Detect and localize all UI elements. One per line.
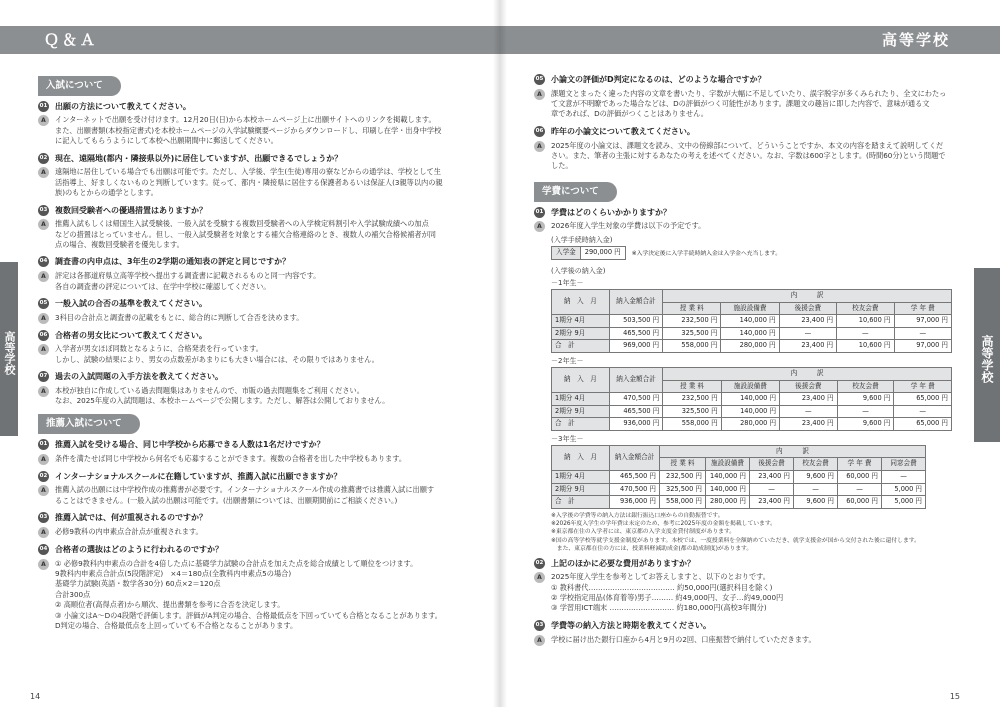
question-text: 合格者の男女比について教えてください。	[55, 330, 207, 340]
answer-line: 評定は各都道府県立高等学校へ提出する調査書に記載されるものと同一内容です。	[55, 271, 321, 281]
table-cell: —	[794, 483, 838, 496]
table-cell: 9,600 円	[837, 418, 894, 431]
col-header-period: 納 入 月	[552, 290, 610, 315]
question-number-badge: 06	[38, 330, 49, 341]
year3-fee-table	[551, 445, 926, 509]
table-cell: 65,000 円	[894, 418, 952, 431]
answer-text	[55, 219, 483, 250]
table-cell: 558,000 円	[663, 340, 721, 353]
fee-note-line: ※東京都在住の入学者には、東京都の入学支度金貸付制度があります。	[551, 529, 736, 536]
answer-line: さい。また、筆者の主張に対するあなたの考えを述べてください。なお、字数は600字とします。(時間60分)という問題で	[551, 150, 946, 160]
answer-line: 9教科内申素点合計点(5段階評定) ×4＝180点(全教科内申素点5の場合)	[55, 568, 292, 578]
table-cell: 280,000 円	[706, 496, 750, 509]
answer-line: 本校が独自に作成している過去問題集はありませんので、市販の過去問題集をご利用ください。	[55, 385, 364, 395]
table-row	[552, 470, 926, 483]
answer-line: ② 学校指定用品(体育着等)男子……… 約49,000円、女子…約49,000円	[551, 593, 784, 603]
answer-line: 推薦入試もしくは帰国生入試受験後、一般入試を受験する複数回受験者への入学検定料割引や入学試験成績への加点	[55, 219, 429, 229]
answer-text	[55, 344, 483, 365]
table-cell: 503,500 円	[609, 315, 662, 328]
answer-line: 遠隔地に居住している場合でも出願は可能です。ただし、入学後、学生(生徒)専用の寮などからの通学は、学校として生	[55, 167, 441, 177]
answer-badge: A	[38, 454, 49, 465]
answer-line: ② 高順位者(高得点者)から順次、提出書類を参考に合否を決定します。	[55, 600, 285, 610]
answer-badge: A	[38, 115, 49, 126]
table-row	[552, 340, 952, 353]
fee-note-line: また、東京都在住の方には、授業料軽減助成金(都の助成制度)があります。	[551, 546, 753, 553]
question-text: 学費はどのくらいかかりますか？	[551, 207, 671, 217]
answer-line: 推薦入試の出願には中学校作成の推薦書が必要です。インターナショナルスクール作成の推薦書では推薦入試に出願す	[55, 485, 435, 495]
page-number-left: 14	[30, 692, 41, 701]
table-cell: 60,000 円	[838, 470, 882, 483]
qa-item	[534, 558, 952, 614]
year1-label: －1年生－	[551, 279, 584, 287]
answer-text	[55, 559, 483, 632]
question-number-badge: 03	[38, 205, 49, 216]
answer-line: 3科目の合計点と調査書の記載をもとに、総合的に判断して合否を決めます。	[55, 312, 304, 322]
table-cell: 936,000 円	[609, 418, 663, 431]
table-cell: 合 計	[552, 496, 610, 509]
table-row	[552, 327, 952, 340]
answer-text	[55, 313, 483, 323]
table-row	[552, 405, 952, 418]
answer-badge: A	[38, 219, 49, 230]
table-row	[552, 418, 952, 431]
answer-line: 条件を満たせば同じ中学校から何名でも応募することができます。複数の合格者を出した中学校もあります。	[55, 453, 407, 463]
col-header-facility: 施設設備費	[721, 380, 779, 393]
table-cell: 97,000 円	[894, 315, 951, 328]
question-text: 学費等の納入方法と時期を教えてください。	[551, 620, 711, 630]
table-cell: 558,000 円	[663, 418, 721, 431]
question-text: 推薦入試を受ける場合、同じ中学校から応募できる人数は1名だけですか？	[55, 440, 325, 450]
table-cell: 465,500 円	[609, 405, 663, 418]
table-cell: —	[780, 405, 838, 418]
fee-qa-list	[534, 558, 952, 646]
table-cell: 合 計	[552, 340, 610, 353]
entrance-fee-table	[551, 246, 626, 260]
col-header-annual: 学 年 費	[894, 302, 951, 315]
qa-item	[38, 439, 483, 465]
table-cell: —	[882, 470, 926, 483]
table-cell: 1期分 4月	[552, 315, 610, 328]
table-cell: —	[750, 483, 794, 496]
col-header-support: 後援会費	[779, 302, 836, 315]
answer-line: 基礎学力試験(英語・数学各30分) 60点×2＝120点	[55, 579, 221, 589]
question-text: 現在、遠隔地(都内・隣接県以外)に居住していますが、出願できるでしょうか？	[55, 153, 343, 163]
table-cell: 9,600 円	[794, 496, 838, 509]
qa-item	[38, 471, 483, 506]
table-cell: —	[838, 483, 882, 496]
question-number-badge: 05	[38, 298, 49, 309]
answer-line: ③ 小論文はA～Dの4段階で評価します。評価がA判定の場合、合格最低点を下回っていても合格となることがあります。	[55, 610, 442, 620]
essay-qa-list	[534, 74, 952, 172]
answer-line: 合計300点	[55, 589, 91, 599]
col-header-period: 納 入 月	[552, 445, 610, 470]
fee-note-line: ※国の高等学校等就学支援金制度があります。本校では、一度授業料を全額納めていただき、就学支援金が国から交付された後に還付します。	[551, 537, 920, 544]
qa-item	[38, 101, 483, 147]
question-number-badge: 02	[534, 558, 545, 569]
table-cell: 140,000 円	[706, 483, 750, 496]
question-number-badge: 05	[534, 74, 545, 85]
col-header-support: 後援会費	[750, 458, 794, 471]
year2-label: －2年生－	[551, 356, 584, 365]
table-cell: 140,000 円	[721, 327, 779, 340]
table-cell: 97,000 円	[894, 340, 951, 353]
left-side-tab: 高等学校	[0, 262, 18, 436]
table-cell: —	[837, 327, 894, 340]
col-header-total: 納入金額合計	[609, 368, 663, 393]
table-cell: 5,000 円	[882, 496, 926, 509]
qa-item	[38, 330, 483, 365]
year3-label: －3年生－	[551, 434, 584, 443]
col-header-facility: 施設設備費	[721, 302, 779, 315]
section-title-recommendation: 推薦入試について	[38, 414, 140, 434]
question-text: インターナショナルスクールに在籍していますが、推薦入試に出願できますか？	[55, 471, 342, 481]
table-cell: 合 計	[552, 418, 610, 431]
section-title-fees: 学費について	[534, 182, 617, 202]
answer-line: 課題文とまったく違った内容の文章を書いたり、字数が大幅に不足していたり、誤字脱字が多くみられたり、全文にわたっ	[551, 88, 947, 98]
answer-line: ③ 学習用ICT端末 ……………………… 約180,000円(高校3年間分)	[551, 603, 767, 613]
qa-item	[38, 371, 483, 406]
right-side-tab: 高等学校	[974, 268, 1000, 442]
answer-line: インターネットで出願を受け付けます。12月20日(日)から本校ホームページ上に出願サイトへのリンクを掲載します。	[55, 115, 436, 125]
entrance-fee-item: 入学金	[552, 247, 581, 260]
qa-item	[38, 544, 483, 632]
table-cell: —	[894, 405, 952, 418]
question-number-badge: 04	[38, 256, 49, 267]
col-header-breakdown: 内 訳	[663, 290, 952, 303]
answer-badge: A	[534, 635, 545, 646]
table-cell: 140,000 円	[706, 470, 750, 483]
recommendation-qa-list	[38, 439, 483, 631]
answer-line: 入学者が男女ほぼ同数となるように、合格発表を行っています。	[55, 344, 263, 354]
answer-text	[551, 141, 952, 172]
table-cell: 23,400 円	[750, 470, 794, 483]
qa-item	[38, 298, 483, 324]
fee-tables	[534, 235, 952, 553]
answer-badge: A	[534, 141, 545, 152]
table-cell: 60,000 円	[838, 496, 882, 509]
answer-line: て文意が不明瞭であった場合などは、Dの評価がつく可能性があります。課題文の趣旨に即した内容で、意味が通る文	[551, 99, 930, 109]
page-number-right: 15	[949, 692, 960, 701]
table-cell: 9,600 円	[794, 470, 838, 483]
answer-text	[55, 167, 483, 198]
question-number-badge: 01	[38, 439, 49, 450]
qa-item	[38, 256, 483, 291]
table-cell: 470,500 円	[609, 393, 663, 406]
col-header-annual: 学 年 費	[894, 380, 952, 393]
after-fee-label: (入学後の納入金)	[551, 266, 606, 275]
fee-note-line: ※入学後の学費等の納入方法は銀行振込口座からの自動振替です。	[551, 512, 724, 519]
year1-fee-table	[551, 289, 952, 353]
answer-line: D判定の場合、合格最低点を上回っていても不合格となることがあります。	[55, 621, 298, 631]
answer-text	[551, 635, 952, 645]
answer-badge: A	[38, 527, 49, 538]
table-cell: 23,400 円	[750, 496, 794, 509]
answer-text: 2026年度入学生対象の学費は以下の予定です。	[551, 221, 706, 231]
table-cell: 936,000 円	[610, 496, 660, 509]
answer-text	[55, 386, 483, 407]
qa-item	[38, 205, 483, 251]
col-header-tuition: 授 業 料	[663, 302, 721, 315]
table-cell: 280,000 円	[721, 418, 779, 431]
table-cell: 325,500 円	[663, 405, 721, 418]
question-text: 複数回受験者への優遇措置はありますか？	[55, 205, 207, 215]
right-header: 高等学校	[500, 26, 1000, 54]
qa-item	[534, 74, 952, 120]
question-number-badge: 06	[534, 126, 545, 137]
table-cell: 232,500 円	[663, 315, 721, 328]
table-row	[552, 496, 926, 509]
table-row	[552, 315, 952, 328]
table-cell: 9,600 円	[837, 393, 894, 406]
answer-badge: A	[38, 313, 49, 324]
answer-line: ることはできません。(一般入試の出願は可能です。(出願書類については、出願期間前にご相談ください。)	[55, 495, 398, 505]
qa-item	[38, 512, 483, 538]
table-cell: 23,400 円	[780, 393, 838, 406]
answer-text	[55, 527, 483, 537]
table-cell: —	[837, 405, 894, 418]
col-header-breakdown: 内 訳	[660, 445, 926, 458]
answer-line: した。	[551, 161, 573, 171]
table-cell: 232,500 円	[663, 393, 721, 406]
right-content	[534, 74, 952, 652]
answer-badge: A	[534, 89, 545, 100]
answer-badge: A	[38, 167, 49, 178]
question-number-badge: 02	[38, 471, 49, 482]
col-header-friends: 校友会費	[794, 458, 838, 471]
question-text: 調査書の内申点は、3年生の2学期の通知表の評定と同じですか？	[55, 257, 291, 267]
answer-text	[55, 115, 483, 146]
table-cell: 325,500 円	[660, 483, 706, 496]
question-number-badge: 02	[38, 153, 49, 164]
table-cell: 5,000 円	[882, 483, 926, 496]
table-cell: —	[779, 327, 836, 340]
table-cell: 470,500 円	[610, 483, 660, 496]
question-number-badge: 03	[534, 620, 545, 631]
gutter-shadow	[493, 0, 507, 707]
admission-qa-list	[38, 101, 483, 407]
answer-line: 点の場合、複数回受験者を優先します。	[55, 240, 184, 250]
question-text: 上記のほかに必要な費用がありますか？	[551, 558, 695, 568]
col-header-breakdown: 内 訳	[663, 368, 952, 381]
left-header: Ｑ＆Ａ	[0, 26, 500, 54]
col-header-tuition: 授 業 料	[660, 458, 706, 471]
question-text: 合格者の選抜はどのように行われるのですか？	[55, 544, 223, 554]
answer-line: 2025年度の小論文は、課題文を読み、文中の傍線部について、どういうことですか、本文の内容を踏まえて説明してくだ	[551, 140, 944, 150]
table-cell: 1期分 4月	[552, 470, 610, 483]
table-cell: 140,000 円	[721, 393, 779, 406]
entrance-fee-amount: 290,000 円	[580, 247, 625, 260]
col-header-support: 後援会費	[780, 380, 838, 393]
question-text: 過去の入試問題の入手方法を教えてください。	[55, 372, 223, 382]
question-text: 小論文の評価がD判定になるのは、どのような場合ですか？	[551, 75, 766, 84]
answer-line: 学校に届け出た銀行口座から4月と9月の2回、口座振替で納付していただきます。	[551, 634, 816, 644]
answer-line: ① 教科書代……………………………… 約50,000円(選択科目を除く)	[551, 582, 773, 592]
answer-line: なお、2025年度の入試問題は、本校ホームページで公開します。ただし、解答は公開しておりません。	[55, 396, 390, 406]
table-cell: 232,500 円	[660, 470, 706, 483]
answer-badge: A	[38, 386, 49, 397]
answer-badge: A	[38, 344, 49, 355]
table-row	[552, 483, 926, 496]
table-cell: 65,000 円	[894, 393, 952, 406]
table-cell: 969,000 円	[609, 340, 662, 353]
answer-line: 族)のもとからの通学とします。	[55, 188, 158, 198]
question-text: 昨年の小論文について教えてください。	[551, 126, 695, 136]
table-cell: 2期分 9月	[552, 327, 610, 340]
table-cell: 140,000 円	[721, 315, 779, 328]
table-cell: —	[894, 327, 951, 340]
table-cell: 10,600 円	[837, 340, 894, 353]
qa-item	[534, 126, 952, 172]
col-header-total: 納入金額合計	[610, 445, 660, 470]
table-cell: 23,400 円	[779, 315, 836, 328]
table-cell: 140,000 円	[721, 405, 779, 418]
question-text: 推薦入試では、何が重視されるのですか？	[55, 513, 207, 523]
answer-line: ① 必修9教科内申素点の合計を4倍した点に基礎学力試験の合計点を加えた点を総合成績として順位をつけます。	[55, 558, 418, 568]
fee-note-line: ※2026年度入学生の学年費は未定のため、参考に2025年度の金額を掲載しています。	[551, 521, 776, 528]
col-header-annual: 学 年 費	[838, 458, 882, 471]
question-number-badge: 01	[534, 207, 545, 218]
section-title-admission: 入試について	[38, 76, 121, 96]
year2-fee-table	[551, 367, 952, 431]
answer-badge: A	[38, 559, 49, 570]
answer-line: しかし、試験の結果により、男女の点数差があまりにも大きい場合には、その限りではありません。	[55, 354, 379, 364]
answer-line: 2025年度入学生を参考としてお答えしますと、以下のとおりです。	[551, 572, 770, 582]
table-cell: 2期分 9月	[552, 405, 610, 418]
table-cell: 23,400 円	[779, 340, 836, 353]
col-header-friends: 校友会費	[837, 302, 894, 315]
answer-text	[551, 572, 952, 614]
table-cell: 465,500 円	[610, 470, 660, 483]
col-header-tuition: 授 業 料	[663, 380, 721, 393]
answer-line: 活指導上、好ましくないものと判断しています。従って、都内・隣接県に居住する保護者あるいは保証人(3親等以内の親	[55, 177, 443, 187]
answer-line: また、出願書類(本校指定書式)を本校ホームページの入学試験概要ページからダウンロードし、印刷し在学・出身中学校	[55, 125, 442, 135]
answer-line: 必修9教科の内申素点合計点が重視されます。	[55, 526, 203, 536]
table-cell: 465,500 円	[609, 327, 662, 340]
qa-item	[534, 207, 952, 233]
table-cell: 23,400 円	[780, 418, 838, 431]
left-content	[38, 72, 483, 638]
table-row	[552, 393, 952, 406]
question-number-badge: 07	[38, 371, 49, 382]
answer-text	[55, 485, 483, 506]
answer-badge: A	[38, 485, 49, 496]
table-cell: 10,600 円	[837, 315, 894, 328]
entrance-fee-label: (入学手続時納入金)	[551, 236, 613, 245]
question-number-badge: 01	[38, 101, 49, 112]
answer-line: 章であれば、Dの評価がつくことはありません。	[551, 109, 708, 119]
table-cell: 280,000 円	[721, 340, 779, 353]
col-header-friends: 校友会費	[837, 380, 894, 393]
col-header-total: 納入金額合計	[609, 290, 662, 315]
qa-item	[534, 620, 952, 646]
answer-badge: A	[38, 271, 49, 282]
answer-text	[551, 89, 952, 120]
question-number-badge: 04	[38, 544, 49, 555]
answer-text	[55, 271, 483, 292]
col-header-alumni: 同窓会費	[882, 458, 926, 471]
col-header-period: 納 入 月	[552, 368, 610, 393]
fee-notes	[551, 512, 952, 554]
answer-line: 各自の調査書の評定については、在学中学校に確認してください。	[55, 281, 271, 291]
answer-line: に記入してもらうようにして本校へ出願期間中に郵送してください。	[55, 136, 278, 146]
answer-badge: A	[534, 572, 545, 583]
answer-line: などの措置はとっていません。但し、一般入試受験者を対象とする補欠合格連絡のとき、複数人の補欠合格候補者が同	[55, 229, 436, 239]
qa-item	[38, 153, 483, 199]
question-text: 一般入試の合否の基準を教えてください。	[55, 298, 207, 308]
table-cell: 325,500 円	[663, 327, 721, 340]
table-cell: 558,000 円	[660, 496, 706, 509]
answer-badge: A	[534, 221, 545, 232]
question-text: 出願の方法について教えてください。	[55, 101, 191, 111]
right-page	[500, 0, 1000, 707]
entrance-fee-note: ※入学決定後に入学手続時納入金は入学金へ充当します。	[631, 251, 782, 258]
table-cell: 2期分 9月	[552, 483, 610, 496]
col-header-facility: 施設設備費	[706, 458, 750, 471]
question-number-badge: 03	[38, 512, 49, 523]
answer-text	[55, 454, 483, 464]
table-cell: 1期分 4月	[552, 393, 610, 406]
